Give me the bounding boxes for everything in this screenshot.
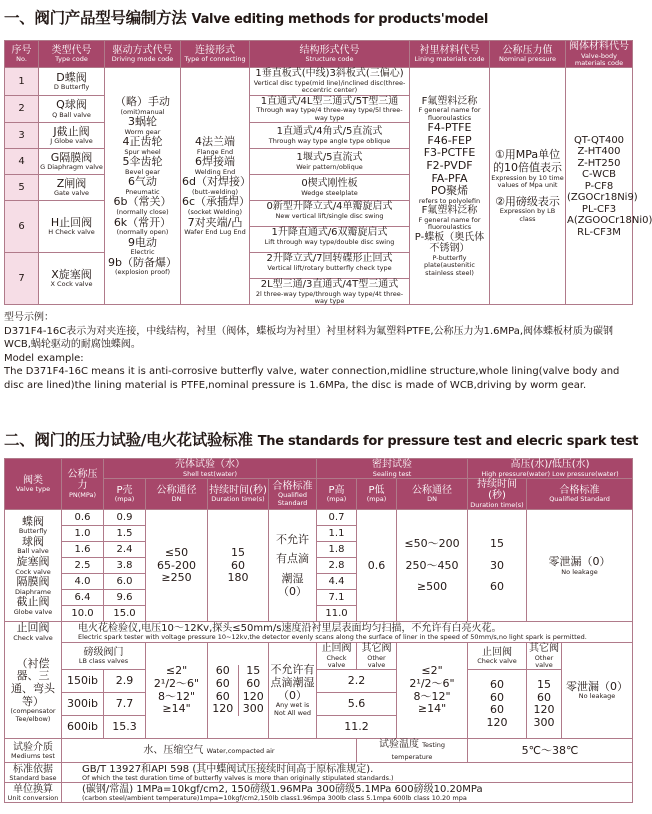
lb-p-high: 5.6 xyxy=(317,693,397,716)
lb-std-hl-cell: 零泄漏（0） No leakage xyxy=(562,643,633,739)
lining-cell: F氟塑料泛称 F general name for fluoroulastics F4-PTFE F46-FEP F3-PCTFE F2-PVDF FA-PFA PO聚烯 refers to polyolefin F氟塑料泛称 F general name for fluoroulastics P-蝶板（奥氏体不锈钢） P-butterfly plate(austenitic stainless steel) xyxy=(410,68,490,305)
section2-title-cn: 二、阀门的压力试验/电火花试验标准 xyxy=(4,431,253,449)
type-cell: G隔膜阀 G Diaphragm valve xyxy=(39,149,105,175)
type-cell: X旋塞阀 X Cock valve xyxy=(39,253,105,305)
structure-cell: 1堰式/5直流式 Weir pattern/oblique xyxy=(250,149,410,175)
pn-value: 2.5 xyxy=(62,558,104,574)
valve-types-cell: 蝶阀 Butterfly 球阀 Ball valve 旋塞阀 Cock valve 隔膜阀 Diaphrame 截止阀 Globe valve xyxy=(5,510,62,622)
materials-cell: QT-QT400 Z-HT400 Z-HT250 C-WCB P-CF8 (ZGOCr18Ni9) PL-CF3 A(ZGOOCr18Ni0) RL-CF3M xyxy=(566,68,633,305)
row-number: 2 xyxy=(5,95,39,122)
header-no: 序号 No. xyxy=(5,41,39,68)
lb-value: 300ib xyxy=(62,693,104,716)
header-valve-type: 阀类 Valve type xyxy=(5,459,62,510)
medium-label: 试验介质 Mediums test xyxy=(5,739,62,763)
header-shell-test: 壳体试验（水） Shell test(water) xyxy=(104,459,317,479)
lb-header-row xyxy=(5,643,633,670)
header-qualified: 合格标准 Qualified Standard xyxy=(269,478,317,509)
row-number: 6 xyxy=(5,201,39,253)
header-lining: 衬里材料代号 Lining materials code xyxy=(410,41,490,68)
lb-check-time-cell: 60 60 60 120 15 60 120 300 xyxy=(208,643,269,739)
section1-title-en: Valve editing methods for products'model xyxy=(191,12,489,27)
unit-value: (碳钢/常温) 1MPa=10kgf/cm2, 150磅级1.96MPa 300磅级5.1MPa 600磅级10.20MPa (carbon steel/ambient temperature)1mpa=10kgf/cm2,150lb class1.96mpa 300lb class 5.1mpa 600lb class 10.20 mpa xyxy=(62,783,633,803)
p-shell-value: 1.5 xyxy=(104,526,146,542)
time-shell-cell: 15 60 180 xyxy=(208,510,269,622)
structure-cell: 2升降立式/7回转碟形止回式 Vertical lift/rotary butterfly check type 2L型三通/3直通式/4T型三通式 2l three-way type/through way type/4t three-way type xyxy=(250,253,410,305)
example-label-en: Model example: xyxy=(4,352,84,364)
pn-value: 10.0 xyxy=(62,606,104,622)
basis-label: 标准依据 Standard base xyxy=(5,763,62,783)
header-connecting: 连接形式 Type of connecting xyxy=(181,41,250,68)
basis-row xyxy=(5,763,633,783)
lb-p-high: 11.2 xyxy=(317,716,397,739)
header-dn-seal: 公称通径 DN xyxy=(397,478,468,509)
lb-p-shell: 2.9 xyxy=(104,670,146,693)
other-valve-header: 其它阀 Other valve xyxy=(357,643,397,670)
header-p-high: P高 (mpa) xyxy=(317,478,357,509)
table-row xyxy=(5,670,633,693)
row-number: 5 xyxy=(5,175,39,201)
p-shell-value: 2.4 xyxy=(104,542,146,558)
model-example xyxy=(4,311,632,392)
structure-cell: 0楔式刚性板 Wedge steelplate xyxy=(250,175,410,201)
p-shell-value: 0.9 xyxy=(104,510,146,526)
check-valve-header-2: 止回阀 Check valve xyxy=(468,643,527,670)
section1-title xyxy=(4,6,488,28)
other-valve-header-2: 其它阀 Other valve xyxy=(527,643,562,670)
unit-label: 单位换算 Unit conversion xyxy=(5,783,62,803)
p-high-value: 0.7 xyxy=(317,510,357,526)
pn-value: 1.6 xyxy=(62,542,104,558)
header-duration-hl: 持续时间(秒) Duration time(s) xyxy=(468,478,527,509)
p-high-value: 2.8 xyxy=(317,558,357,574)
dn-shell-cell: ≤50 65-200 ≥250 xyxy=(146,510,208,622)
example-text-cn: D371F4-16C表示为对夹连接，中线结构，衬里（阀体，蝶板均为衬里）衬里材料为氟塑料PTFE,公称压力为1.6MPa,阀体蝶板材质为碳钢WCB,蜗轮驱动的耐腐蚀蝶阀。 xyxy=(4,325,614,350)
lb-p-high: 2.2 xyxy=(317,670,397,693)
lb-value: 600ib xyxy=(62,716,104,739)
header-p-low: P低 (mpa) xyxy=(357,478,397,509)
header-pressure: 公称压力值 Nominal pressure xyxy=(490,41,566,68)
header-sealing-test: 密封试验 Sealing test xyxy=(317,459,468,479)
type-cell: D蝶阀 D Butterfly xyxy=(39,68,105,95)
pressure-cell: ①用MPa单位的10倍值表示 Expression by 10 time values of Mpa unit ②用磅级表示 Expression by LB class xyxy=(490,68,566,305)
connecting-cell: 4法兰端 Flange End 6焊接端 Welding End 6d（对焊接） (butt-welding) 6c（承插焊） (socket Welding) 7对夹端/凸 Wafer End Lug End xyxy=(181,68,250,305)
header-high-low: 高压(水)/低压(水) High pressure(water) Low pressure(water) xyxy=(468,459,633,479)
header-materials: 阀体材料代号 Valve-body materials code xyxy=(566,41,633,68)
structure-cell: 1直通式/4角式/5直流式 Through way type angle type oblique xyxy=(250,123,410,149)
lb-p-shell: 7.7 xyxy=(104,693,146,716)
lb-class-header: 磅级阀门 LB class valves xyxy=(62,643,146,670)
lb-other-hl: 15 60 120 300 xyxy=(527,670,562,739)
header-duration: 持续时间(秒) Duration time(s) xyxy=(208,478,269,509)
pn-value: 0.6 xyxy=(62,510,104,526)
type-cell: J截止阀 J Globe valve xyxy=(39,123,105,149)
spark-test-row xyxy=(5,622,633,643)
p-high-value: 7.1 xyxy=(317,590,357,606)
section2-title xyxy=(4,428,638,450)
pn-value: 6.4 xyxy=(62,590,104,606)
spark-test-cell: 电火花检验仪,电压10～12Kv,探头≤50mm/s速度沿衬里层表面均匀扫描，不允许有白亮火花。 Electric spark tester with voltage pressure 10~12kv,the detector evenly scans along the surface of liner in the speed of 50mm/s,no light spark is permitted. xyxy=(62,622,633,643)
check-valve-label: 止回阀 Check valve xyxy=(5,622,62,643)
pressure-test-table xyxy=(4,458,633,803)
lb-std-cell: 不允许有点滴潮湿（0） Any wet is Not All wed xyxy=(269,643,317,739)
temp-value: 5℃～38℃ xyxy=(468,739,633,763)
structure-cell: 1垂直板式(中线)3斜板式(三偏心) Vertical disc type(mid line)/inclined disc(three-eccentric center) xyxy=(250,68,410,95)
header-qualified-hl: 合格标准 Qualified Standard xyxy=(527,478,633,509)
model-code-table xyxy=(4,40,652,306)
table-row xyxy=(5,510,633,526)
header-structure: 结构形式代号 Structure code xyxy=(250,41,410,68)
row-number: 4 xyxy=(5,149,39,175)
type-cell: Z闸阀 Gate valve xyxy=(39,175,105,201)
section2-title-en: The standards for pressure test and elecric spark test xyxy=(257,434,639,449)
temp-label: 试验温度 Testing temperature xyxy=(357,739,468,763)
p-shell-value: 3.8 xyxy=(104,558,146,574)
lb-value: 150ib xyxy=(62,670,104,693)
header-pn: 公称压力 PN(MPa) xyxy=(62,459,104,510)
std-shell-cell: 不允许 有点滴 潮湿（0） xyxy=(269,510,317,622)
row-number: 3 xyxy=(5,123,39,149)
p-high-value: 4.4 xyxy=(317,574,357,590)
header-dn: 公称通径 DN xyxy=(146,478,208,509)
section1-title-cn: 一、阀门产品型号编制方法 xyxy=(4,9,187,27)
row-number: 7 xyxy=(5,253,39,305)
time-hl-cell: 15 30 60 xyxy=(468,510,527,622)
header-type: 类型代号 Type code xyxy=(39,41,105,68)
lb-dn-cell: ≤2" 2¹/2～6" 8～12" ≥14" xyxy=(146,643,208,739)
check-valve-header: 止回阀 Check valve xyxy=(317,643,357,670)
type-cell: H止回阀 H Check valve xyxy=(39,201,105,253)
lb-dn-seal-cell: ≤2" 2¹/2～6" 8～12" ≥14" xyxy=(397,643,468,739)
row-number: 1 xyxy=(5,68,39,95)
type-cell: Q球阀 Q Ball valve xyxy=(39,95,105,122)
basis-value: GB/T 13927和API 598 (其中蝶阀试压接续时间高于原标准规定). Of which the test duration time of butterfly valves is more than originally stipulated standards.) xyxy=(62,763,633,783)
table-row xyxy=(5,68,633,95)
lb-check-hl: 60 60 60 120 xyxy=(468,670,527,739)
medium-value: 水、压缩空气 Water,compacted air xyxy=(62,739,357,763)
p-high-value: 1.8 xyxy=(317,542,357,558)
p-high-value: 1.1 xyxy=(317,526,357,542)
p-shell-value: 6.0 xyxy=(104,574,146,590)
compensator-label: （衬偿器、三通、弯头等） (compensator Tee/elbow) xyxy=(5,643,62,739)
lb-p-shell: 15.3 xyxy=(104,716,146,739)
structure-cell: 1直通式/4L型三通式/5T型三通 Through way type/4 three-way type/5l three-way type xyxy=(250,95,410,122)
header-driving: 驱动方式代号 Driving mode code xyxy=(105,41,181,68)
p-high-value: 11.0 xyxy=(317,606,357,622)
p-shell-value: 15.0 xyxy=(104,606,146,622)
medium-row xyxy=(5,739,633,763)
structure-cell: 0新型升降立式/4单瓣旋启式 New vertical lift/single disc swing 1升降直通式/6双瓣旋启式 Lift through way type/double disc swing xyxy=(250,201,410,253)
pn-value: 4.0 xyxy=(62,574,104,590)
driving-cell: （略）手动 (omit)manual 3蜗轮 Worm gear 4正齿轮 Spur wheel 5伞齿轮 Bevel gear 6气动 Pneumatic 6b（常关） (normally close) 6k（常开） (normally open) 9电动 Electric 9b（防备爆） (explosion proof) xyxy=(105,68,181,305)
header-p-shell: P壳 (mpa) xyxy=(104,478,146,509)
example-label-cn: 型号示例： xyxy=(4,312,54,323)
example-text-en: The D371F4-16C means it is anti-corrosive butterfly valve, water connection,midline structure,whole lining(valve body and disc are lined)the lining material is PTFE,nominal pressure is 1.6MPa, the disc is made of WCB,driving by worm gear. xyxy=(4,366,620,391)
pn-value: 1.0 xyxy=(62,526,104,542)
p-low-value: 0.6 xyxy=(357,510,397,622)
p-shell-value: 9.6 xyxy=(104,590,146,606)
std-hl-cell: 零泄漏（0） No leakage xyxy=(527,510,633,622)
unit-row xyxy=(5,783,633,803)
dn-seal-cell: ≤50～200 250～450 ≥500 xyxy=(397,510,468,622)
